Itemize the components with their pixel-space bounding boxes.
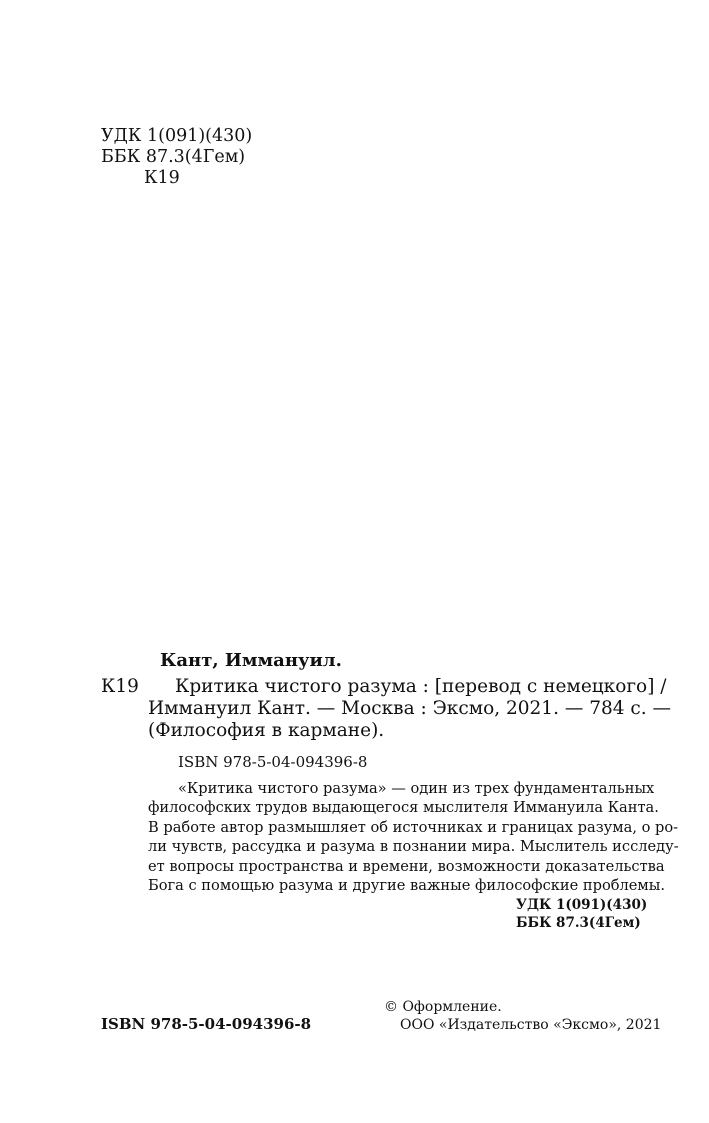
annotation <box>148 779 679 895</box>
footer-isbn: ISBN 978-5-04-094396-8 <box>101 1015 312 1033</box>
annotation-line: В работе автор размышляет об источниках и границах разума, о ро- <box>148 818 679 836</box>
description-line-3: (Философия в кармане). <box>148 720 385 741</box>
copyright-line-1: © Оформление. <box>384 999 502 1015</box>
annotation-line: ли чувств, рассудка и разума в познании мира. Мыслитель исследу- <box>148 838 679 856</box>
author-mark: К19 <box>144 168 180 188</box>
annotation-line: «Критика чистого разума» — один из трех фундаментальных <box>178 780 655 797</box>
bbk-code: ББК 87.3(4Гем) <box>101 147 246 167</box>
card-author-mark: К19 <box>101 676 139 697</box>
author-heading: Кант, Иммануил. <box>160 650 342 671</box>
annotation-line: философских трудов выдающегося мыслителя Иммануила Канта. <box>148 799 659 817</box>
description-line-1: Критика чистого разума : [перевод с немецкого] / <box>175 676 667 697</box>
description-line-2: Иммануил Кант. — Москва : Эксмо, 2021. — 784 с. — <box>148 698 672 719</box>
udk-code: УДК 1(091)(430) <box>101 126 253 146</box>
annotation-line: Бога с помощью разума и другие важные философские проблемы. <box>148 876 666 894</box>
annotation-line: ет вопросы пространства и времени, возможности доказательства <box>148 857 665 875</box>
card-udk-code: УДК 1(091)(430) <box>516 897 648 913</box>
card-isbn: ISBN 978-5-04-094396-8 <box>178 753 368 771</box>
card-bbk-code: ББК 87.3(4Гем) <box>516 915 641 931</box>
copyright-line-2: ООО «Издательство «Эксмо», 2021 <box>400 1017 662 1033</box>
